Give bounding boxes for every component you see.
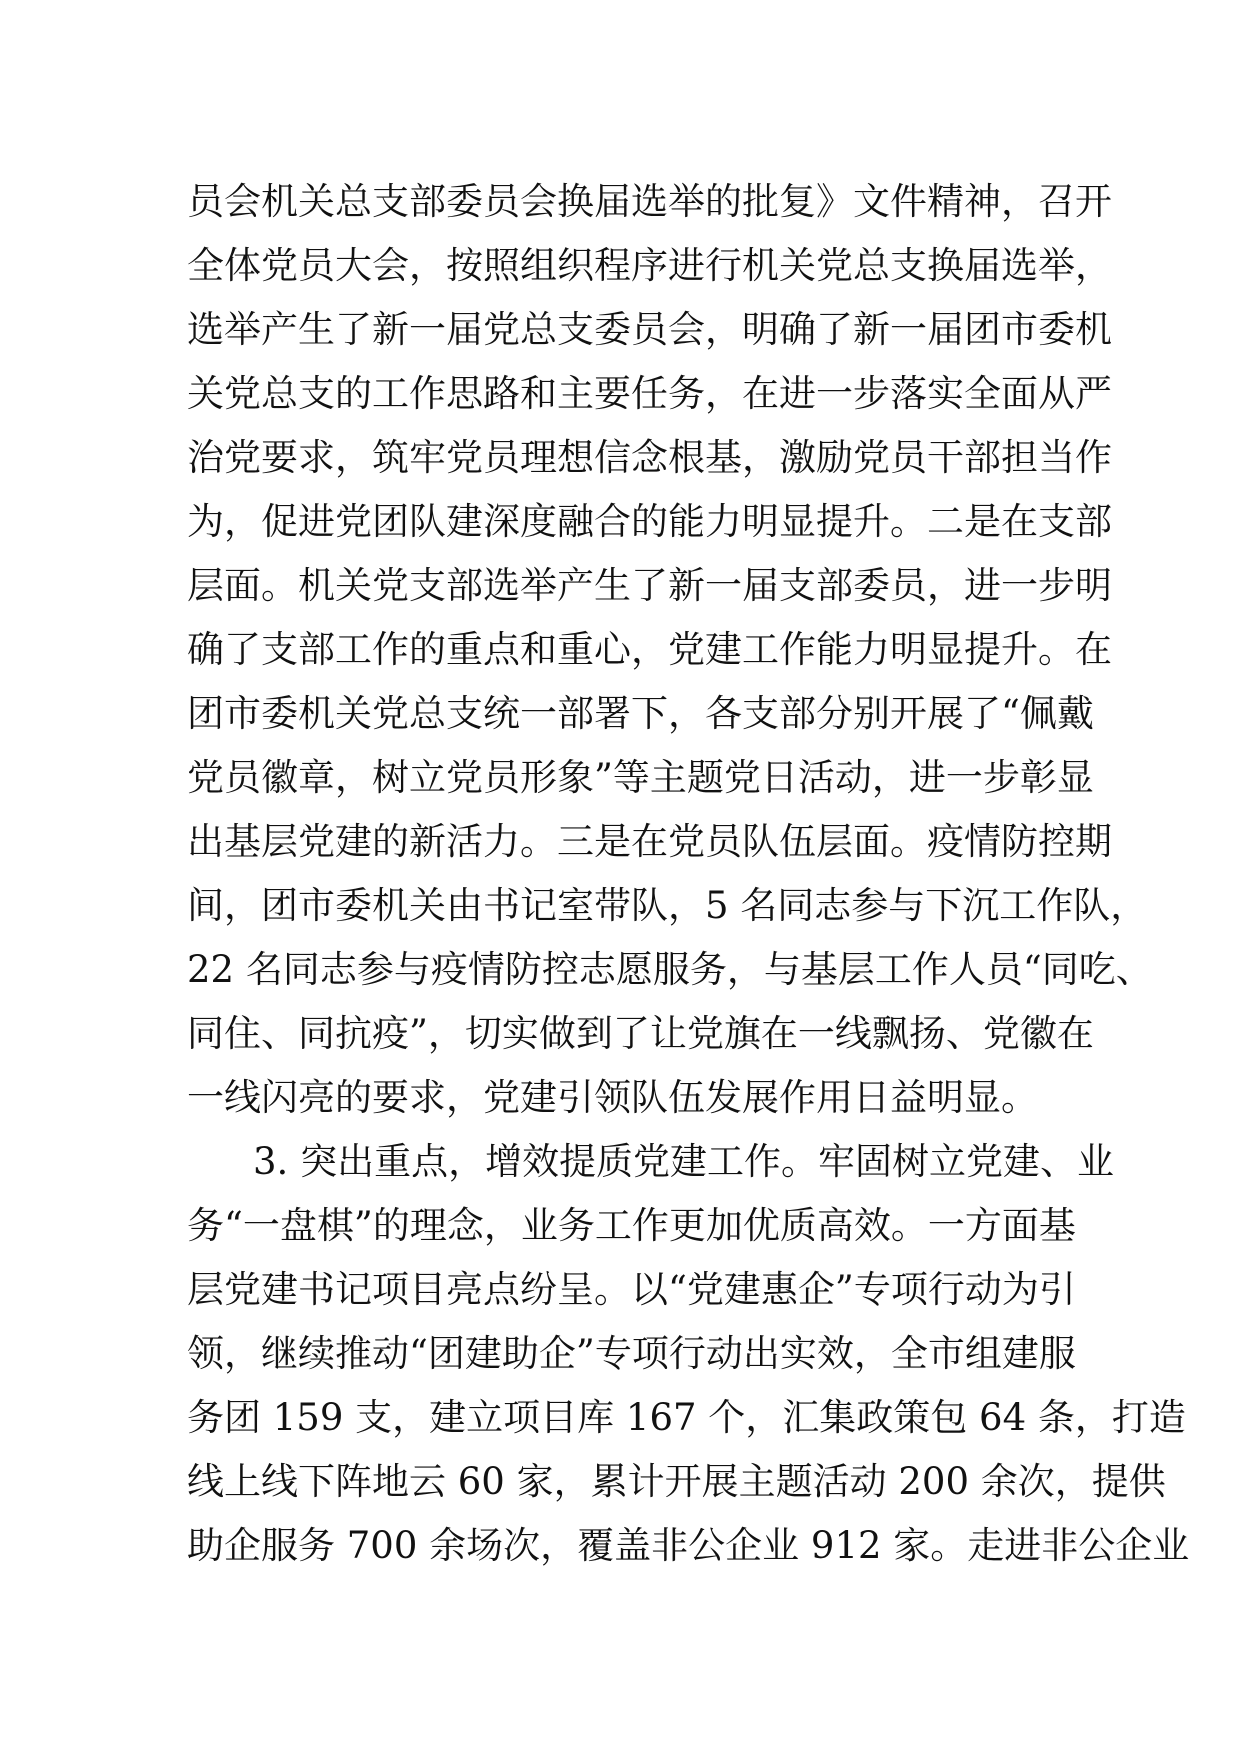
text-line: 确了支部工作的重点和重心，党建工作能力明显提升。在 — [187, 628, 1112, 671]
text-line: 务“一盘棋”的理念，业务工作更加优质高效。一方面基 — [187, 1204, 1076, 1247]
text-line: 关党总支的工作思路和主要任务，在进一步落实全面从严 — [187, 372, 1112, 415]
text-line: 务团 159 支，建立项目库 167 个，汇集政策包 64 条，打造 — [187, 1396, 1186, 1439]
text-line: 22 名同志参与疫情防控志愿服务，与基层工作人员“同吃、 — [187, 948, 1153, 991]
text-line: 层党建书记项目亮点纷呈。以“党建惠企”专项行动为引 — [187, 1268, 1076, 1311]
text-line: 间，团市委机关由书记室带队，5 名同志参与下沉工作队， — [187, 884, 1148, 927]
text-line: 同住、同抗疫”，切实做到了让党旗在一线飘扬、党徽在 — [187, 1012, 1094, 1055]
text-line: 层面。机关党支部选举产生了新一届支部委员，进一步明 — [187, 564, 1112, 607]
text-line: 一线闪亮的要求，党建引领队伍发展作用日益明显。 — [187, 1076, 1038, 1119]
text-line: 选举产生了新一届党总支委员会，明确了新一届团市委机 — [187, 308, 1112, 351]
text-line: 领，继续推动“团建助企”专项行动出实效，全市组建服 — [187, 1332, 1076, 1375]
text-line: 线上线下阵地云 60 家，累计开展主题活动 200 余次，提供 — [187, 1460, 1166, 1503]
text-line: 团市委机关党总支统一部署下，各支部分别开展了“佩戴 — [187, 692, 1094, 735]
text-line: 全体党员大会，按照组织程序进行机关党总支换届选举， — [187, 244, 1112, 287]
text-line: 助企服务 700 余场次，覆盖非公企业 912 家。走进非公企业 — [187, 1524, 1190, 1567]
text-line: 出基层党建的新活力。三是在党员队伍层面。疫情防控期 — [187, 820, 1112, 863]
section-heading-line: 3. 突出重点，增效提质党建工作。牢固树立党建、业 — [253, 1140, 1115, 1183]
text-line: 为，促进党团队建深度融合的能力明显提升。二是在支部 — [187, 500, 1112, 543]
text-line: 党员徽章，树立党员形象”等主题党日活动，进一步彰显 — [187, 756, 1094, 799]
body-text — [187, 170, 1190, 1578]
text-line: 员会机关总支部委员会换届选举的批复》文件精神，召开 — [187, 180, 1112, 223]
text-line: 治党要求，筑牢党员理想信念根基，激励党员干部担当作 — [187, 436, 1112, 479]
